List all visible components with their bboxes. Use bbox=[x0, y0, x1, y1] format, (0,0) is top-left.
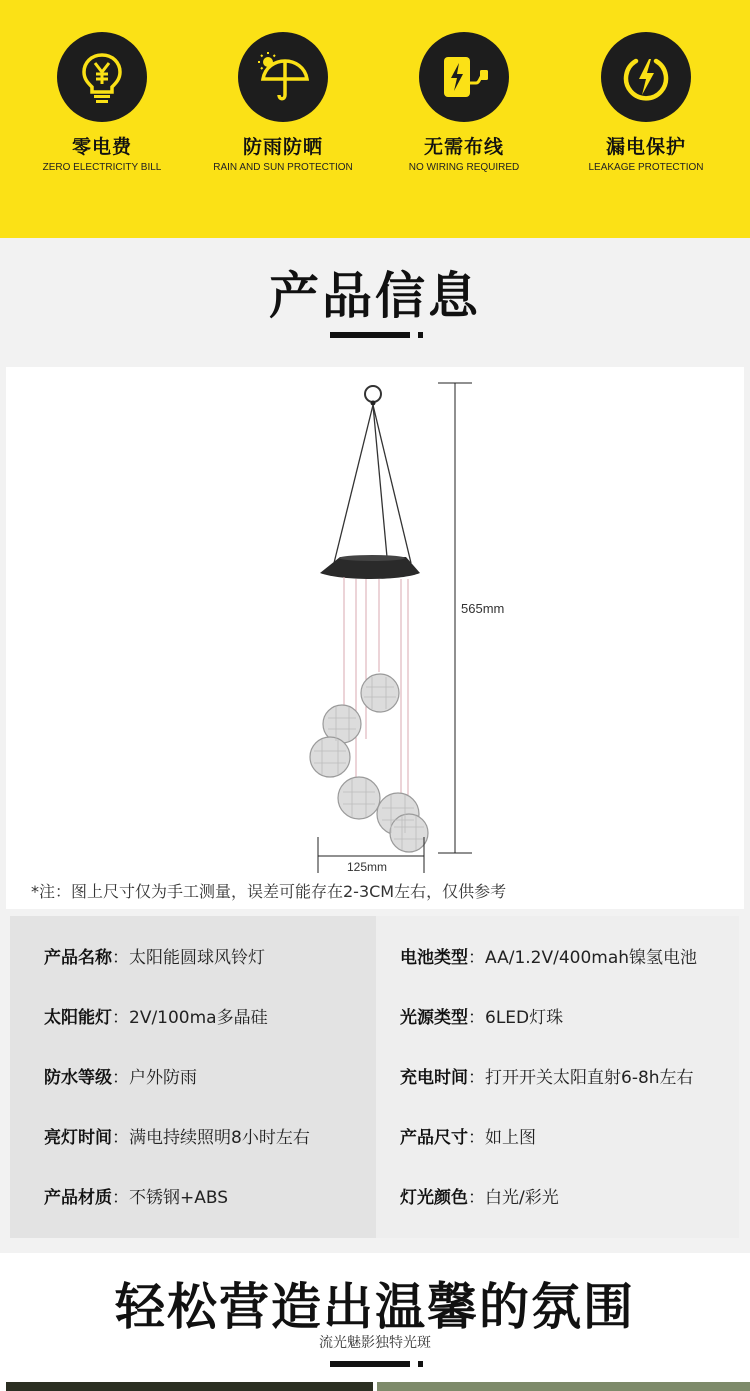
section-title-product-info: 产品信息 bbox=[269, 267, 481, 325]
feature-band bbox=[0, 0, 750, 238]
spec-row bbox=[400, 1183, 559, 1208]
spec-key: 产品名称 bbox=[44, 948, 112, 968]
spec-row bbox=[44, 1123, 310, 1148]
title-underline-dot bbox=[418, 332, 423, 338]
dimension-width-label: 125mm bbox=[347, 860, 388, 874]
spec-separator: ： bbox=[112, 948, 129, 968]
spec-value: 白光/彩光 bbox=[485, 1188, 559, 1208]
spec-key: 产品材质 bbox=[44, 1188, 112, 1208]
spec-separator: ： bbox=[468, 1008, 485, 1028]
spec-key: 灯光颜色 bbox=[400, 1188, 468, 1208]
feature-title: 防雨防晒 bbox=[242, 136, 323, 158]
spec-row bbox=[44, 943, 265, 968]
feature-title: 漏电保护 bbox=[605, 136, 686, 158]
feature-subtitle: NO WIRING REQUIRED bbox=[408, 162, 520, 173]
spec-row bbox=[44, 1003, 268, 1028]
spec-value: 6LED灯珠 bbox=[485, 1008, 564, 1028]
feature-no-wiring bbox=[374, 32, 554, 173]
spec-value: 不锈钢+ABS bbox=[129, 1188, 229, 1208]
spec-value: AA/1.2V/400mah镍氢电池 bbox=[485, 948, 698, 968]
spec-key: 太阳能灯 bbox=[44, 1008, 112, 1028]
spec-row bbox=[400, 943, 697, 968]
spec-key: 产品尺寸 bbox=[400, 1128, 468, 1148]
spec-row bbox=[400, 1063, 694, 1088]
spec-key: 电池类型 bbox=[400, 948, 468, 968]
spec-value: 满电持续照明8小时左右 bbox=[129, 1128, 310, 1148]
spec-key: 防水等级 bbox=[44, 1068, 112, 1088]
title-underline bbox=[330, 332, 410, 338]
spec-key: 充电时间 bbox=[400, 1068, 468, 1088]
spec-key: 光源类型 bbox=[400, 1008, 468, 1028]
spec-key: 亮灯时间 bbox=[44, 1128, 112, 1148]
feature-leakage-protection bbox=[556, 32, 736, 173]
lifestyle-photo-right bbox=[377, 1382, 750, 1391]
section-title-ambience: 轻松营造出温馨的氛围 bbox=[115, 1278, 635, 1336]
spec-value: 如上图 bbox=[485, 1128, 536, 1148]
spec-row bbox=[44, 1183, 228, 1208]
spec-separator: ： bbox=[468, 1188, 485, 1208]
section-subtitle-ambience: 流光魅影独特光斑 bbox=[319, 1335, 431, 1351]
spec-row bbox=[400, 1123, 536, 1148]
spec-separator: ： bbox=[468, 948, 485, 968]
spec-value: 2V/100ma多晶硅 bbox=[129, 1008, 268, 1028]
spec-value: 户外防雨 bbox=[129, 1068, 197, 1088]
title2-underline-dot bbox=[418, 1361, 423, 1367]
measurement-note: *注：图上尺寸仅为手工测量，误差可能存在2-3CM左右，仅供参考 bbox=[31, 882, 507, 901]
lightbulb-yen-icon bbox=[57, 32, 147, 122]
feature-title: 无需布线 bbox=[423, 136, 504, 158]
spec-value: 太阳能圆球风铃灯 bbox=[129, 948, 265, 968]
spec-separator: ： bbox=[112, 1068, 129, 1088]
dimension-height-label: 565mm bbox=[461, 601, 505, 616]
feature-zero-electricity bbox=[12, 32, 192, 173]
umbrella-sun-icon bbox=[238, 32, 328, 122]
spec-separator: ： bbox=[468, 1068, 485, 1088]
wind-chime-product-illustration bbox=[6, 367, 744, 909]
spec-separator: ： bbox=[468, 1128, 485, 1148]
feature-title: 零电费 bbox=[71, 136, 132, 158]
spec-table bbox=[10, 916, 739, 1238]
spec-separator: ： bbox=[112, 1188, 129, 1208]
spec-row bbox=[400, 1003, 563, 1028]
spec-value: 打开开关太阳直射6-8h左右 bbox=[485, 1068, 694, 1088]
spec-separator: ： bbox=[112, 1128, 129, 1148]
lifestyle-photo-left bbox=[6, 1382, 373, 1391]
feature-rain-sun bbox=[193, 32, 373, 173]
battery-plug-icon bbox=[419, 32, 509, 122]
feature-subtitle: LEAKAGE PROTECTION bbox=[588, 162, 704, 173]
product-image-panel bbox=[6, 367, 744, 909]
title2-underline bbox=[330, 1361, 410, 1367]
lightning-power-icon bbox=[601, 32, 691, 122]
feature-subtitle: RAIN AND SUN PROTECTION bbox=[213, 162, 353, 173]
spec-separator: ： bbox=[112, 1008, 129, 1028]
spec-row bbox=[44, 1063, 197, 1088]
feature-subtitle: ZERO ELECTRICITY BILL bbox=[42, 162, 162, 173]
